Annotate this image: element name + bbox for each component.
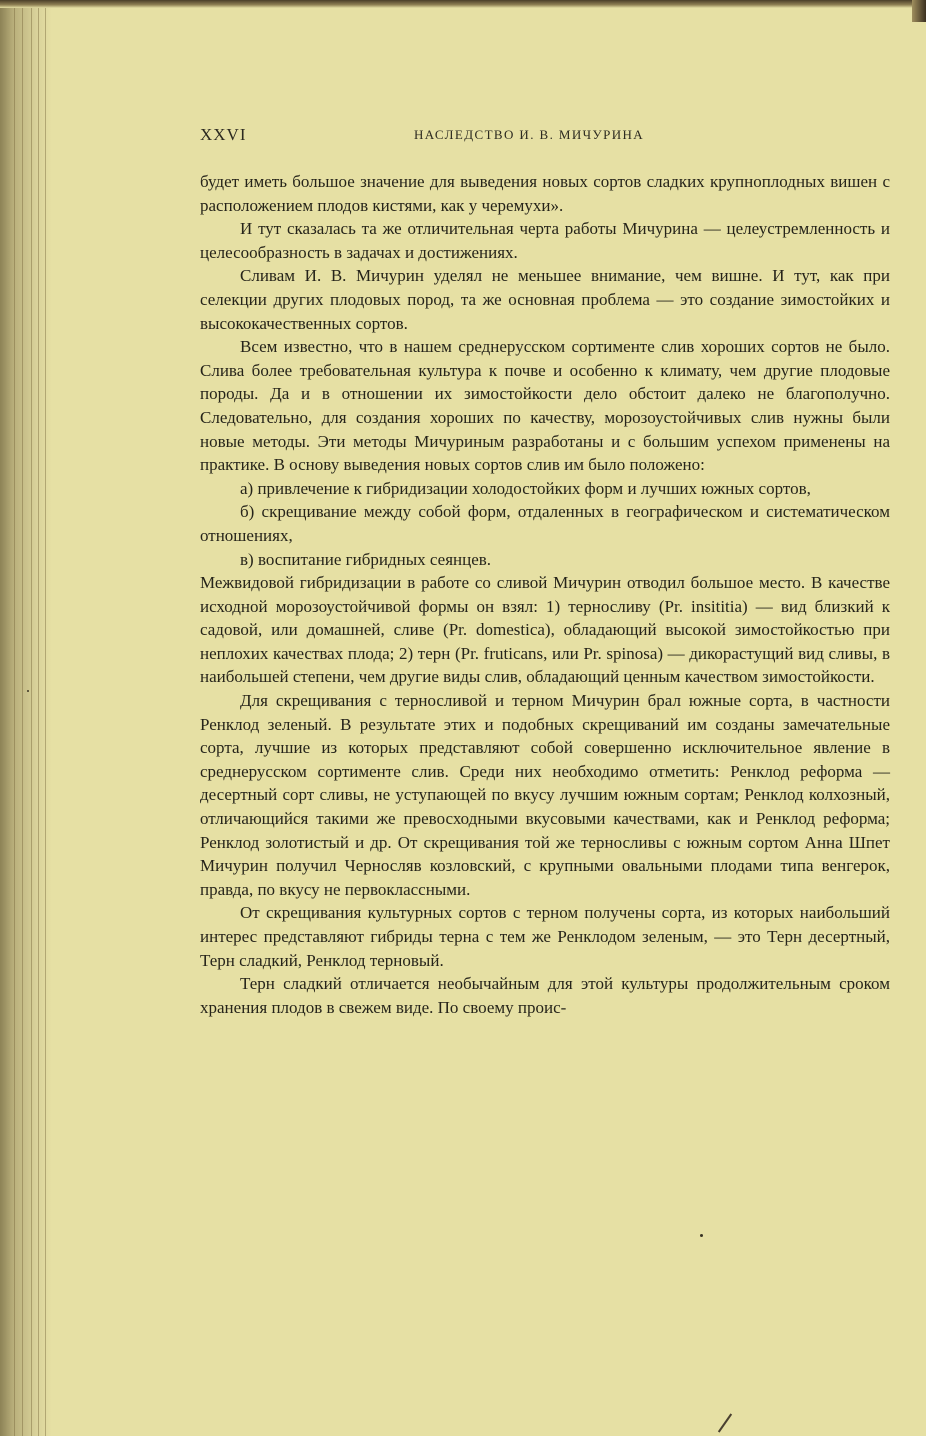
paragraph: Всем известно, что в нашем среднерусском сортименте слив хороших сортов не было. Слива более требовательная культура к почве и особенно к климату, чем другие плодовые породы. Да и в отношении их зимостойкости дело обстоит далеко не благополучно. Следовательно, для создания хороших по качеству, морозоустойчивых слив нужны были новые методы. Эти методы Мичуриным разработаны и с большим успехом применены на практике. В основу выведения новых сортов слив им было положено:: [200, 337, 890, 475]
gutter-line: [45, 0, 46, 1436]
gutter-line: [14, 0, 15, 1436]
gutter-line: [22, 0, 23, 1436]
body-text: [200, 170, 890, 1019]
page-top-edge: [0, 0, 926, 8]
paragraph: Межвидовой гибридизации в работе со сливой Мичурин отводил большое место. В качестве исходной морозоустойчивой формы он взял: 1) терносливу (Pr. insititia) — вид близкий к садовой, или домашней, сливе (Pr. domestica), обладающий высокой зимостойкостью при неплохих качествах плода; 2) терн (Pr. fruticans, или Pr. spinosa) — дикорастущий вид сливы, в наибольшей степени, чем другие виды слив, обладающий ценным качеством зимостойкости.: [200, 573, 890, 687]
list-item: в) воспитание гибридных сеянцев.: [240, 549, 492, 569]
gutter-line: [38, 0, 39, 1436]
list-item: б) скрещивание между собой форм, отдаленных в географическом и систематическом отношениях,: [200, 502, 890, 545]
paragraph: И тут сказалась та же отличительная черта работы Мичурина — целеустремленность и целесообразность в задачах и достижениях.: [200, 219, 890, 262]
gutter-line: [31, 0, 32, 1436]
paragraph: От скрещивания культурных сортов с терном получены сорта, из которых наибольший интерес представляют гибриды терна с тем же Ренклодом зеленым, — это Терн десертный, Терн сладкий, Ренклод терновый.: [200, 903, 890, 970]
paper-scratch: [718, 1413, 732, 1432]
paragraph: Терн сладкий отличается необычайным для этой культуры продолжительным сроком хранения плодов в свежем виде. По своему проис-: [200, 974, 890, 1017]
list-item: а) привлечение к гибридизации холодостойких форм и лучших южных сортов,: [240, 478, 811, 498]
paragraph: Для скрещивания с терносливой и терном Мичурин брал южные сорта, в частности Ренклод зеленый. В результате этих и подобных скрещиваний им созданы замечательные сорта, лучшие из которых представляют собой совершенно исключительное явление в среднерусском сортименте слив. Среди них необходимо отметить: Ренклод реформа — десертный сорт сливы, не уступающей по вкусу лучшим южным сортам; Ренклод колхозный, отличающийся такими же превосходными вкусовыми качествами, как и Ренклод реформа; Ренклод золотистый и др. От скрещивания той же терносливы с южным сортом Анна Шпет Мичурин получил Черносляв козловский, с крупными овальными плодами типа венгерок, правда, по вкусу не первоклассными.: [200, 691, 890, 899]
paper-speck: [27, 690, 29, 692]
page-header: [200, 125, 890, 147]
paragraph: Сливам И. В. Мичурин уделял не меньшее внимание, чем вишне. И тут, как при селекции других плодовых пород, та же основная проблема — это создание зимостойких и высококачественных сортов.: [200, 266, 890, 333]
page-number: XXVI: [200, 125, 247, 144]
paper-speck: [700, 1234, 703, 1237]
paragraph: будет иметь большое значение для выведения новых сортов сладких крупноплодных вишен с расположением плодов кистями, как у черемухи».: [200, 172, 890, 215]
running-title: НАСЛЕДСТВО И. В. МИЧУРИНА: [414, 127, 645, 142]
page-corner-shadow: [912, 0, 926, 22]
